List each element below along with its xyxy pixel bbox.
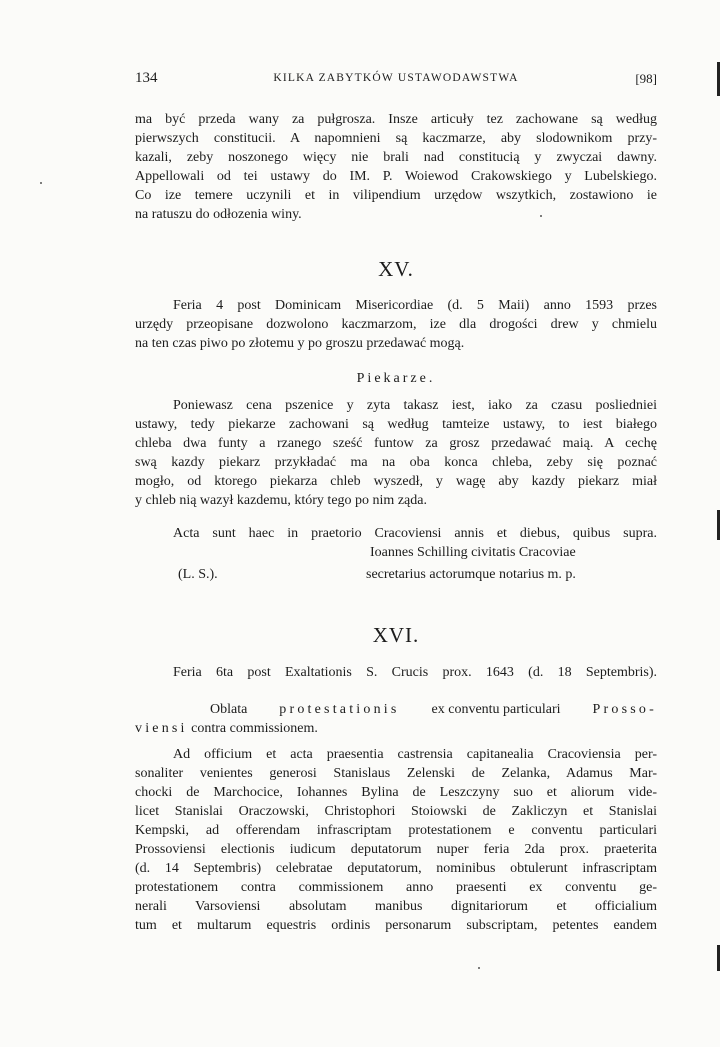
text-line: chocki de Marchocice, Iohannes Bylina de Leszczyny suo et aliorum vide- [135, 785, 657, 800]
text-line: chleba dwa funty a rzanego sześć funtow za grosz przedawać maią. A cechę [135, 436, 657, 451]
section-number: [98] [635, 71, 657, 86]
signer-line-2: secretarius actorumque notarius m. p. [366, 567, 576, 582]
page-number: 134 [135, 70, 158, 86]
text-line: ma być przeda wany za pułgrosza. Insze articuły tez zachowane są według [135, 112, 657, 127]
text-line: na ratuszu do odłozenia winy. [135, 207, 302, 222]
scan-speck [478, 967, 480, 969]
text-line: Co ize temere uczynili et in vilipendium urzędow wszytkich, zostawiono ie [135, 188, 657, 203]
text-line: licet Stanislai Oraczowski, Christophori Stoiowski de Zakliczyn et Stanislai [135, 804, 657, 819]
oblata-line-1 [210, 700, 657, 719]
text-line: protestationem contra commissionem anno praesenti ex conventu ge- [135, 880, 657, 895]
acta-line [135, 524, 657, 543]
text-line: pierwszych constitucii. A napomnieni są kaczmarze, aby slodownikom przy- [135, 131, 657, 146]
text-line: Appellowali od tei ustawy do IM. P. Woiewod Crakowskiego y Lubelskiego. [135, 169, 657, 184]
xv-paragraph [135, 296, 657, 353]
oblata-spaced-word: Prosso- [592, 702, 657, 717]
page-header [135, 70, 657, 90]
signer-line-1: Ioannes Schilling civitatis Cracoviae [370, 545, 576, 560]
oblata-word: Oblata [210, 702, 248, 717]
text-line: urzędy przeopisane dozwolono kaczmarzom, ize dla drogości drew y chmielu [135, 317, 657, 332]
text-line: y chleb nią wazył kazdemu, który tego po nim ząda. [135, 493, 427, 508]
text-line: sonaliter venientes generosi Stanislaus Zelenski de Zelanka, Adamus Mar- [135, 766, 657, 781]
section-heading-xvi: XVI. [372, 623, 420, 647]
oblata-line-2 [135, 719, 657, 738]
intro-paragraph [135, 110, 657, 224]
section-heading-xv: XV. [378, 257, 414, 281]
text-line: kazali, zeby noszonego więcy nie brali nad constitucią y zwyczai dawny. [135, 150, 657, 165]
text-line: na ten czas piwo po złotemu y po groszu przedawać mogą. [135, 336, 465, 351]
text-line: swą kazdy piekarz przykładać ma na oba konca chleba, zeby się poznać [135, 455, 657, 470]
oblata-spaced-word: viensi [135, 721, 188, 736]
text-line: Prossoviensi electionis iudicum deputatorum nuper feria 2da prox. praeterita [135, 842, 657, 857]
oblata-word: contra commissionem. [191, 721, 318, 736]
text-line: nerali Varsoviensi absolutam manibus dignitariorum et officialium [135, 899, 657, 914]
text-line: Feria 4 post Dominicam Misericordiae (d. 5 Maii) anno 1593 przes [173, 298, 657, 313]
oblata-spaced-word: protestationis [279, 702, 400, 717]
text-line: Feria 6ta post Exaltationis S. Crucis prox. 1643 (d. 18 Septembris). [173, 665, 657, 680]
scan-speck [540, 215, 542, 217]
subheading-piekarze: Piekarze. [356, 371, 436, 386]
text-line: mogło, od ktorego piekarza chleb wyszedł, y wagę aby kazdy piekarz miał [135, 474, 657, 489]
running-title: KILKA ZABYTKÓW USTAWODAWSTWA [273, 72, 519, 84]
text-line: Ad officium et acta praesentia castrensia capitanealia Cracoviensia per- [173, 747, 657, 762]
text-line: Kempski, ad offerendam infrascriptam protestationem e conventu particulari [135, 823, 657, 838]
oblata-word: ex conventu particulari [431, 702, 561, 717]
text-line: tum et multarum equestris ordinis personarum subscriptam, petentes eandem [135, 918, 657, 933]
text-line: Acta sunt haec in praetorio Cracoviensi annis et diebus, quibus supra. [173, 526, 657, 541]
piekarze-paragraph [135, 396, 657, 510]
text-line: ustawy, tedy piekarze zachowani są według tamteize ustawy, to iest białego [135, 417, 657, 432]
text-line: Poniewasz cena pszenice y zyta takasz iest, iako za czasu posliedniei [173, 398, 657, 413]
scan-speck [40, 182, 42, 184]
text-line: (d. 14 Septembris) celebratae deputatorum, nominibus obtulerunt infrascriptam [135, 861, 657, 876]
xvi-body-paragraph [135, 745, 657, 935]
seal-mark: (L. S.). [178, 567, 218, 582]
xvi-date-line [135, 663, 657, 682]
